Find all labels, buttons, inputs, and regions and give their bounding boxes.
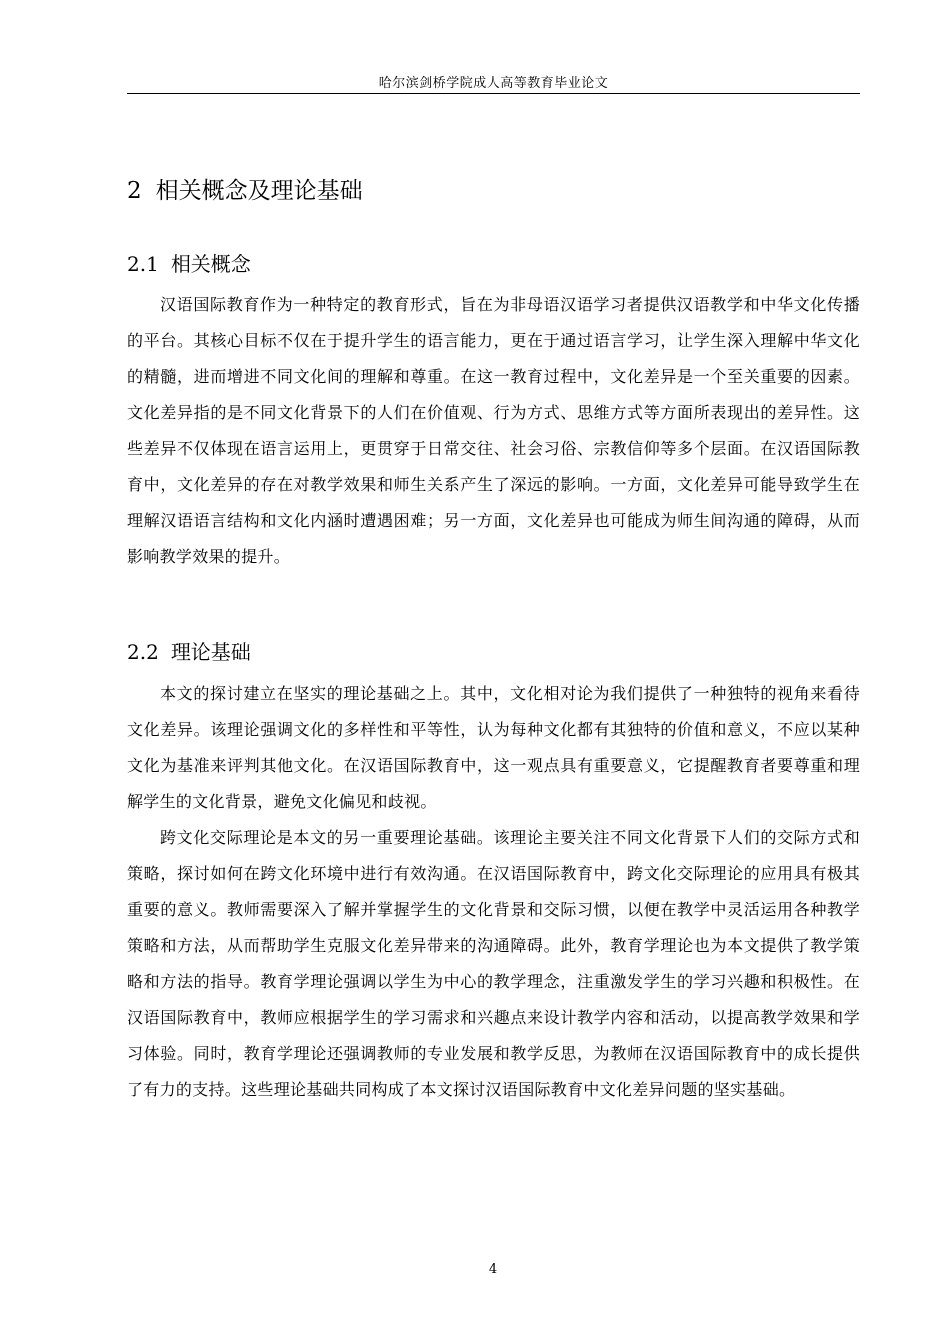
paragraph: 跨文化交际理论是本文的另一重要理论基础。该理论主要关注不同文化背景下人们的交际方式和策略，探讨如何在跨文化环境中进行有效沟通。在汉语国际教育中，跨文化交际理论的应用具有极其重要的意义。教师需要深入了解并掌握学生的文化背景和交际习惯，以便在教学中灵活运用各种教学策略和方法，从而帮助学生克服文化差异带来的沟通障碍。此外，教育学理论也为本文提供了教学策略和方法的指导。教育学理论强调以学生为中心的教学理念，注重激发学生的学习兴趣和积极性。在汉语国际教育中，教师应根据学生的学习需求和兴趣点来设计教学内容和活动，以提高教学效果和学习体验。同时，教育学理论还强调教师的专业发展和教学反思，为教师在汉语国际教育中的成长提供了有力的支持。这些理论基础共同构成了本文探讨汉语国际教育中文化差异问题的坚实基础。 [127,828,860,1099]
chapter-title: 相关概念及理论基础 [155,178,363,204]
paragraph: 汉语国际教育作为一种特定的教育形式，旨在为非母语汉语学习者提供汉语教学和中华文化传播的平台。其核心目标不仅在于提升学生的语言能力，更在于通过语言学习，让学生深入理解中华文化的精髓，进而增进不同文化间的理解和尊重。在这一教育过程中，文化差异是一个至关重要的因素。文化差异指的是不同文化背景下的人们在价值观、行为方式、思维方式等方面所表现出的差异性。这些差异不仅体现在语言运用上，更贯穿于日常交往、社会习俗、宗教信仰等多个层面。在汉语国际教育中，文化差异的存在对教学效果和师生关系产生了深远的影响。一方面，文化差异可能导致学生在理解汉语语言结构和文化内涵时遭遇困难；另一方面，文化差异也可能成为师生间沟通的障碍，从而影响教学效果的提升。 [127,295,860,566]
section-title: 理论基础 [170,640,251,664]
header-rule [127,93,860,94]
section-number: 2.1 [127,252,159,276]
section-heading-2-2 [127,636,251,665]
paragraph: 本文的探讨建立在坚实的理论基础之上。其中，文化相对论为我们提供了一种独特的视角来看待文化差异。该理论强调文化的多样性和平等性，认为每种文化都有其独特的价值和意义，不应以某种文化为基准来评判其他文化。在汉语国际教育中，这一观点具有重要意义，它提醒教育者要尊重和理解学生的文化背景，避免文化偏见和歧视。 [127,684,860,811]
running-header: 哈尔滨剑桥学院成人高等教育毕业论文 [378,76,609,91]
section-heading-2-1 [127,248,251,277]
section-number: 2.2 [127,640,159,664]
chapter-number: 2 [127,178,142,204]
chapter-heading [127,172,363,205]
section-title: 相关概念 [170,252,251,276]
page-number: 4 [488,1262,498,1277]
